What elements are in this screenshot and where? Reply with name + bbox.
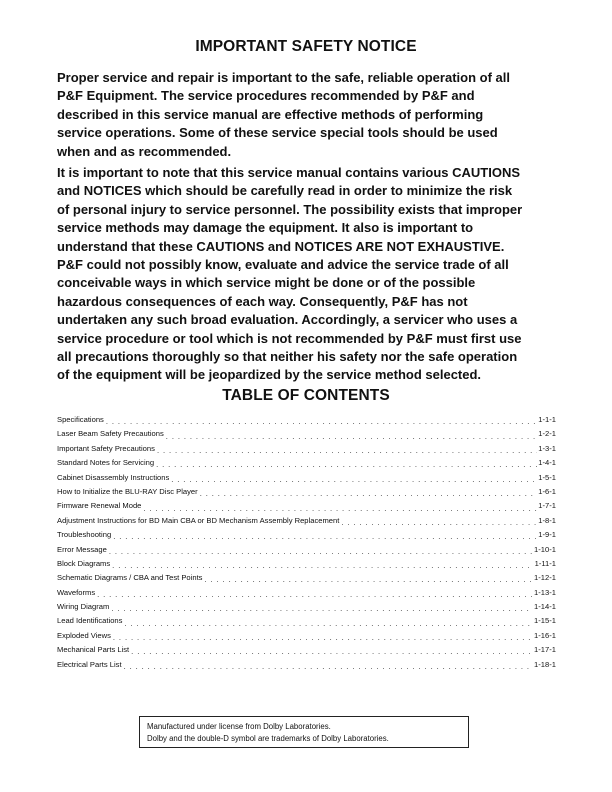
- table-of-contents: [57, 415, 556, 674]
- toc-entry[interactable]: [57, 429, 556, 443]
- license-line: Dolby and the double-D symbol are trademarks of Dolby Laboratories.: [147, 734, 389, 743]
- toc-entry-label: Lead Identifications: [57, 616, 123, 626]
- toc-leader-dots: [156, 460, 537, 470]
- toc-entry-label: Electrical Parts List: [57, 659, 122, 669]
- toc-entry-label: Exploded Views: [57, 630, 111, 640]
- toc-entry-page: 1-9-1: [538, 530, 556, 540]
- toc-entry[interactable]: [57, 473, 556, 487]
- paragraph-line: of personal injury to service personnel. The possibility exists that improper: [57, 201, 523, 217]
- toc-entry-label: How to Initialize the BLU-RAY Disc Player: [57, 486, 198, 496]
- paragraph-line: service procedure or tool which is not recommended by P&F must first use: [57, 330, 522, 346]
- license-line: Manufactured under license from Dolby Laboratories.: [147, 722, 331, 731]
- toc-entry-page: 1-3-1: [538, 443, 556, 453]
- paragraph-line: of the equipment will be jeopardized by the service method selected.: [57, 367, 482, 383]
- toc-leader-dots: [111, 604, 533, 614]
- toc-entry[interactable]: [57, 645, 556, 659]
- toc-entry[interactable]: [57, 415, 556, 429]
- toc-leader-dots: [124, 619, 533, 629]
- intro-paragraph: [57, 69, 557, 161]
- toc-entry-page: 1-8-1: [538, 515, 556, 525]
- toc-leader-dots: [97, 590, 533, 600]
- toc-entry-page: 1-10-1: [534, 544, 556, 554]
- toc-entry-label: Troubleshooting: [57, 530, 112, 540]
- toc-entry-page: 1-1-1: [538, 415, 556, 424]
- paragraph-line: Proper service and repair is important to the safe, reliable operation of all: [57, 70, 510, 85]
- toc-entry-label: Specifications: [57, 415, 104, 424]
- toc-entry-page: 1-13-1: [534, 587, 556, 597]
- toc-title: TABLE OF CONTENTS: [222, 387, 390, 404]
- toc-entry[interactable]: [57, 559, 556, 573]
- toc-entry-page: 1-17-1: [534, 645, 556, 655]
- toc-entry-label: Standard Notes for Servicing: [57, 458, 155, 468]
- toc-entry-label: Cabinet Disassembly Instructions: [57, 472, 170, 482]
- toc-entry-label: Schematic Diagrams / CBA and Test Points: [57, 573, 203, 583]
- toc-entry[interactable]: [57, 588, 556, 602]
- toc-entry-page: 1-15-1: [534, 616, 556, 626]
- toc-entry[interactable]: [57, 545, 556, 559]
- toc-leader-dots: [106, 417, 537, 427]
- toc-entry[interactable]: [57, 573, 556, 587]
- caution-paragraph: [57, 164, 557, 385]
- toc-entry-page: 1-16-1: [534, 630, 556, 640]
- toc-entry-page: 1-7-1: [538, 501, 556, 511]
- toc-entry[interactable]: [57, 660, 556, 674]
- toc-entry-label: Mechanical Parts List: [57, 645, 130, 655]
- paragraph-line: service operations. Some of these service special tools should be used: [57, 125, 498, 141]
- toc-entry-label: Laser Beam Safety Precautions: [57, 429, 164, 439]
- toc-entry-page: 1-18-1: [534, 659, 556, 669]
- toc-entry-page: 1-2-1: [538, 429, 556, 439]
- toc-entry-label: Adjustment Instructions for BD Main CBA or BD Mechanism Assembly Replacement: [57, 515, 340, 525]
- toc-leader-dots: [157, 446, 537, 456]
- paragraph-line: described in this service manual are effective methods of performing: [57, 106, 484, 122]
- toc-entry[interactable]: [57, 501, 556, 515]
- paragraph-line: hazardous consequences of each way. Consequently, P&F has not: [57, 293, 468, 309]
- toc-entry-label: Important Safety Precautions: [57, 443, 155, 453]
- toc-entry[interactable]: [57, 631, 556, 645]
- paragraph-line: P&F could not possibly know, evaluate and advice the service trade of all: [57, 257, 509, 273]
- toc-leader-dots: [204, 575, 533, 585]
- paragraph-line: undertaken any such broad evaluation. Accordingly, a servicer who uses a: [57, 312, 518, 328]
- toc-leader-dots: [113, 633, 533, 643]
- toc-entry-label: Block Diagrams: [57, 558, 111, 568]
- toc-entry-label: Wiring Diagram: [57, 602, 110, 612]
- paragraph-line: and NOTICES which should be carefully read in order to minimize the risk: [57, 183, 513, 199]
- paragraph-line: P&F Equipment. The service procedures recommended by P&F and: [57, 88, 475, 104]
- toc-entry-label: Error Message: [57, 544, 107, 554]
- toc-entry-page: 1-11-1: [534, 558, 556, 568]
- toc-entry-label: Firmware Renewal Mode: [57, 501, 142, 511]
- toc-entry-label: Waveforms: [57, 587, 96, 597]
- toc-entry[interactable]: [57, 458, 556, 472]
- paragraph-line: all precautions thoroughly so that neither his safety nor the safe operation: [57, 349, 518, 365]
- toc-entry-page: 1-14-1: [534, 602, 556, 612]
- toc-leader-dots: [200, 489, 538, 499]
- toc-leader-dots: [113, 532, 537, 542]
- paragraph-line: service methods may damage the equipment. It also is important to: [57, 220, 474, 236]
- page-title: IMPORTANT SAFETY NOTICE: [195, 38, 417, 55]
- dolby-license-notice: [139, 716, 469, 748]
- toc-entry[interactable]: [57, 487, 556, 501]
- toc-entry-page: 1-4-1: [538, 458, 556, 468]
- toc-entry[interactable]: [57, 616, 556, 630]
- paragraph-line: conceivable ways in which service might be done or of the possible: [57, 275, 476, 291]
- toc-entry[interactable]: [57, 530, 556, 544]
- toc-leader-dots: [109, 547, 533, 557]
- paragraph-line: It is important to note that this service manual contains various CAUTIONS: [57, 165, 521, 180]
- toc-entry[interactable]: [57, 516, 556, 530]
- toc-leader-dots: [131, 647, 533, 657]
- toc-entry-page: 1-6-1: [538, 486, 556, 496]
- paragraph-line: when and as recommended.: [57, 143, 232, 159]
- toc-leader-dots: [124, 662, 533, 672]
- toc-entry-page: 1-12-1: [534, 573, 556, 583]
- paragraph-line: understand that these CAUTIONS and NOTICES ARE NOT EXHAUSTIVE.: [57, 238, 505, 254]
- toc-leader-dots: [143, 504, 537, 514]
- toc-entry[interactable]: [57, 602, 556, 616]
- toc-leader-dots: [166, 432, 537, 442]
- toc-leader-dots: [341, 518, 537, 528]
- toc-leader-dots: [112, 561, 533, 571]
- toc-entry-page: 1-5-1: [538, 472, 556, 482]
- toc-leader-dots: [171, 475, 537, 485]
- toc-entry[interactable]: [57, 444, 556, 458]
